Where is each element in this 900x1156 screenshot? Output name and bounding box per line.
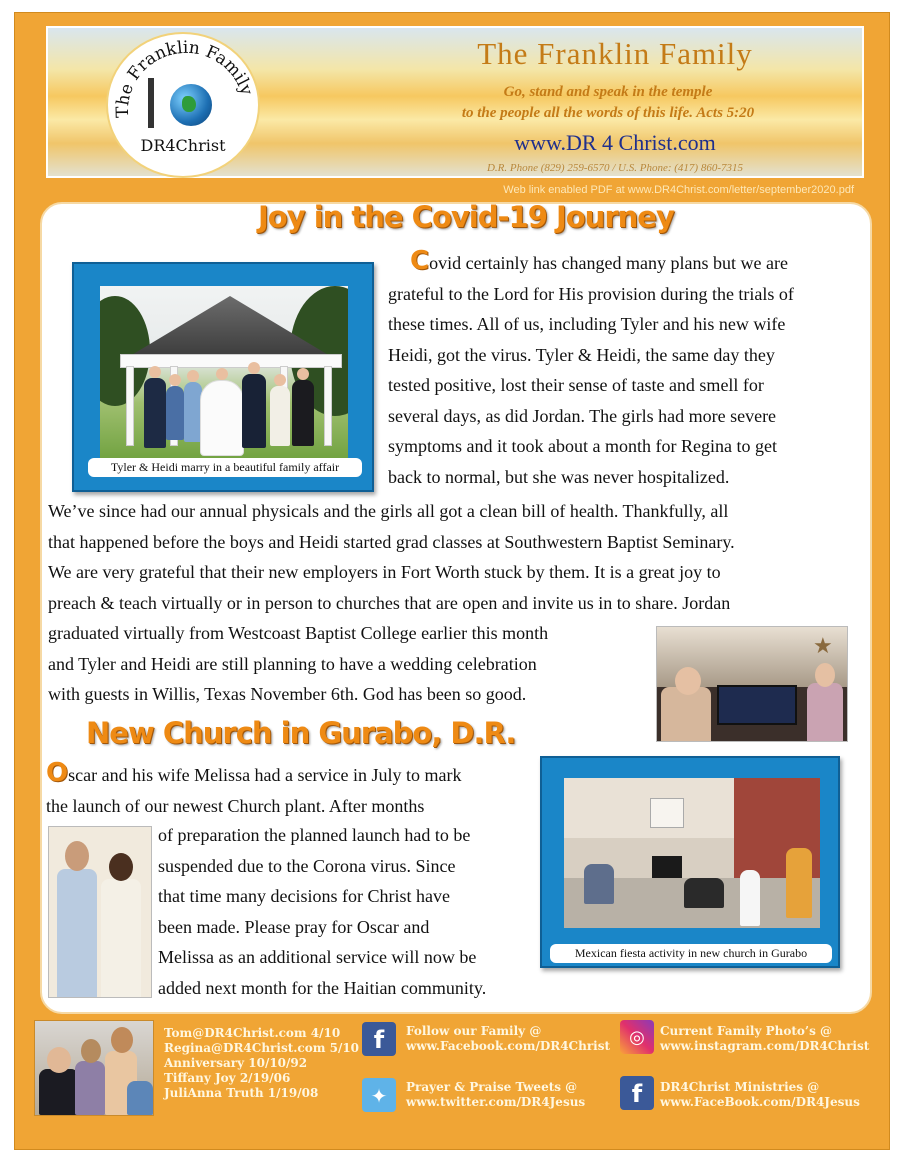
contact-regina[interactable]: Regina@DR4Christ.com 5/10 [164, 1041, 360, 1055]
paragraph-line: symptoms and it took about a month for Regina to get [388, 436, 777, 456]
section2-indented-text [158, 820, 558, 1003]
contact-tom[interactable]: Tom@DR4Christ.com 4/10 [164, 1026, 341, 1040]
social-link[interactable]: www.Facebook.com/DR4Christ [406, 1039, 611, 1053]
paragraph-line: been made. Please pray for Oscar and [158, 916, 430, 937]
paragraph-line: and Tyler and Heidi are still planning to have a wedding celebration [48, 653, 537, 674]
paragraph-line: suspended due to the Corona virus. Since [158, 855, 456, 876]
social-label: Current Family Photo’s @ [660, 1024, 833, 1038]
paragraph-line: that time many decisions for Christ have [158, 886, 450, 906]
verse-line-1: Go, stand and speak in the temple [503, 84, 713, 100]
page-title: The Franklin Family [477, 36, 753, 71]
twitter-icon[interactable]: ✦ [362, 1078, 396, 1112]
section2-top-text [46, 758, 546, 821]
dropcap-o: O [46, 758, 69, 788]
paragraph-line: back to normal, but she was never hospitalized. [388, 466, 730, 487]
family-logo [106, 32, 260, 178]
social-facebook-ministries[interactable] [660, 1080, 860, 1110]
paragraph-line: added next month for the Haitian community. [158, 977, 487, 998]
website-link[interactable]: www.DR 4 Christ.com [514, 130, 716, 155]
church-photo-frame [540, 756, 840, 968]
contact-info [164, 1026, 359, 1101]
paragraph-line: that happened before the boys and Heidi started grad classes at Southwestern Baptist Seminary. [48, 531, 735, 552]
paragraph-line: these times. All of us, including Tyler and his new wife [388, 314, 786, 334]
cross-icon [148, 78, 164, 128]
paragraph-line: several days, as did Jordan. The girls had more severe [388, 405, 777, 426]
graduation-photo [656, 626, 848, 742]
section1-indented-text [388, 246, 872, 492]
paragraph-line: Melissa as an additional service will now be [158, 947, 477, 967]
social-label: Follow our Family @ [406, 1024, 542, 1038]
anniversary: Anniversary 10/10/92 [164, 1056, 308, 1070]
social-instagram[interactable] [660, 1024, 869, 1054]
paragraph-line: Oscar and his wife Melissa had a service in July to mark [46, 758, 462, 788]
logo-subtitle: DR4Christ [140, 136, 226, 155]
phone-numbers: D.R. Phone (829) 259-6570 / U.S. Phone: (417) 860-7315 [486, 162, 743, 174]
paragraph-line: We’ve since had our annual physicals and the girls all got a clean bill of health. Thankfully, all [48, 501, 729, 521]
paragraph-line: grateful to the Lord for His provision during the trials of [388, 283, 794, 304]
wedding-photo [100, 286, 348, 466]
instagram-icon[interactable]: ◎ [620, 1020, 654, 1054]
church-photo [564, 778, 820, 928]
social-label: DR4Christ Ministries @ [660, 1080, 820, 1094]
church-photo-caption: Mexican fiesta activity in new church in Gurabo [550, 944, 832, 963]
paragraph-line: Covid certainly has changed many plans but we are [410, 246, 788, 276]
paragraph-line: graduated virtually from Westcoast Baptist College earlier this month [48, 623, 549, 643]
social-link[interactable]: www.twitter.com/DR4Jesus [406, 1095, 586, 1109]
verse-line-2: to the people all the words of this life. Acts 5:20 [461, 105, 755, 121]
wedding-photo-frame [72, 262, 374, 492]
pdf-web-link[interactable]: Web link enabled PDF at www.DR4Christ.com/letter/september2020.pdf [503, 184, 854, 196]
facebook-icon[interactable]: f [362, 1022, 396, 1056]
header-banner [46, 26, 864, 178]
facebook-icon[interactable]: f [620, 1076, 654, 1110]
paragraph-line: Heidi, got the virus. Tyler & Heidi, the same day they [388, 344, 775, 365]
birthday-julianna: JuliAnna Truth 1/19/08 [164, 1086, 319, 1100]
paragraph-line: of preparation the planned launch had to be [158, 825, 471, 845]
section-heading-covid: Joy in the Covid-19 Journey [258, 200, 674, 234]
star-icon: ★ [813, 633, 833, 658]
family-photo [34, 1020, 154, 1116]
svg-text:The Franklin Family: The Franklin Family [112, 37, 257, 119]
paragraph-line: We are very grateful that their new employers in Fort Worth stuck by them. It is a great joy to [48, 562, 721, 582]
social-link[interactable]: www.instagram.com/DR4Christ [660, 1039, 870, 1053]
paragraph-line: with guests in Willis, Texas November 6th. God has been so good. [48, 684, 527, 704]
section-heading-church: New Church in Gurabo, D.R. [86, 716, 516, 750]
social-facebook-family[interactable] [406, 1024, 610, 1054]
wedding-photo-caption: Tyler & Heidi marry in a beautiful family affair [88, 458, 362, 477]
social-label: Prayer & Praise Tweets @ [406, 1080, 578, 1094]
paragraph-line: tested positive, lost their sense of taste and smell for [388, 375, 764, 395]
verse [348, 82, 868, 124]
oscar-photo [48, 826, 152, 998]
social-twitter[interactable] [406, 1080, 585, 1110]
dropcap-c: C [410, 246, 430, 276]
social-link[interactable]: www.FaceBook.com/DR4Jesus [660, 1095, 860, 1109]
globe-icon [168, 82, 214, 128]
paragraph-line: preach & teach virtually or in person to churches that are open and invite us in to share. Jordan [48, 592, 731, 613]
paragraph-line: the launch of our newest Church plant. After months [46, 795, 425, 816]
birthday-tiffany: Tiffany Joy 2/19/06 [164, 1071, 291, 1085]
